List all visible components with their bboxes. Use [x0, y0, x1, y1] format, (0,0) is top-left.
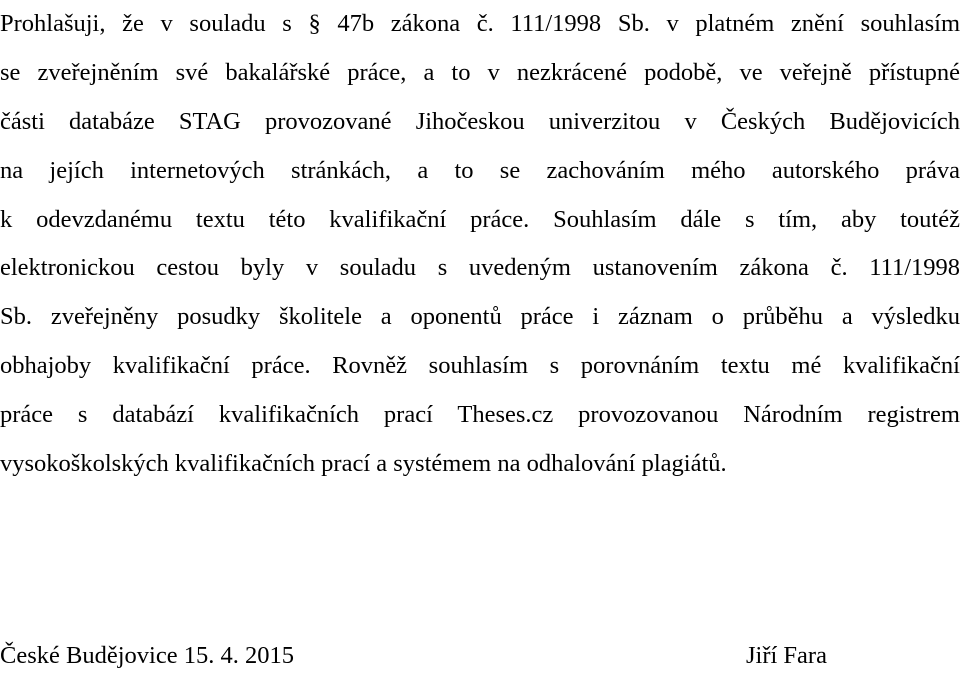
declaration-line: elektronickou cestou byly v souladu s uvedeným ustanovením zákona č. 111/1998	[0, 254, 960, 282]
declaration-line: obhajoby kvalifikační práce. Rovněž souhlasím s porovnáním textu mé kvalifikační	[0, 352, 960, 380]
declaration-line: části databáze STAG provozované Jihočeskou univerzitou v Českých Budějovicích	[0, 107, 960, 135]
declaration-line: k odevzdanému textu této kvalifikační práce. Souhlasím dále s tím, aby toutéž	[0, 205, 960, 233]
declaration-line: vysokoškolských kvalifikačních prací a systémem na odhalování plagiátů.	[0, 450, 727, 478]
author-name: Jiří Fara	[746, 642, 827, 669]
declaration-line: Prohlašuji, že v souladu s § 47b zákona č. 111/1998 Sb. v platném znění souhlasím	[0, 10, 960, 37]
signature-row	[0, 636, 960, 676]
declaration-line: se zveřejněním své bakalářské práce, a to v nezkrácené podobě, ve veřejně přístupné	[0, 58, 960, 86]
declaration-line: práce s databází kvalifikačních prací Theses.cz provozovanou Národním registrem	[0, 401, 960, 429]
declaration-line: na jejích internetových stránkách, a to se zachováním mého autorského práva	[0, 156, 960, 184]
declaration-line: Sb. zveřejněny posudky školitele a oponentů práce i záznam o průběhu a výsledku	[0, 303, 960, 331]
place-and-date: České Budějovice 15. 4. 2015	[0, 642, 294, 669]
